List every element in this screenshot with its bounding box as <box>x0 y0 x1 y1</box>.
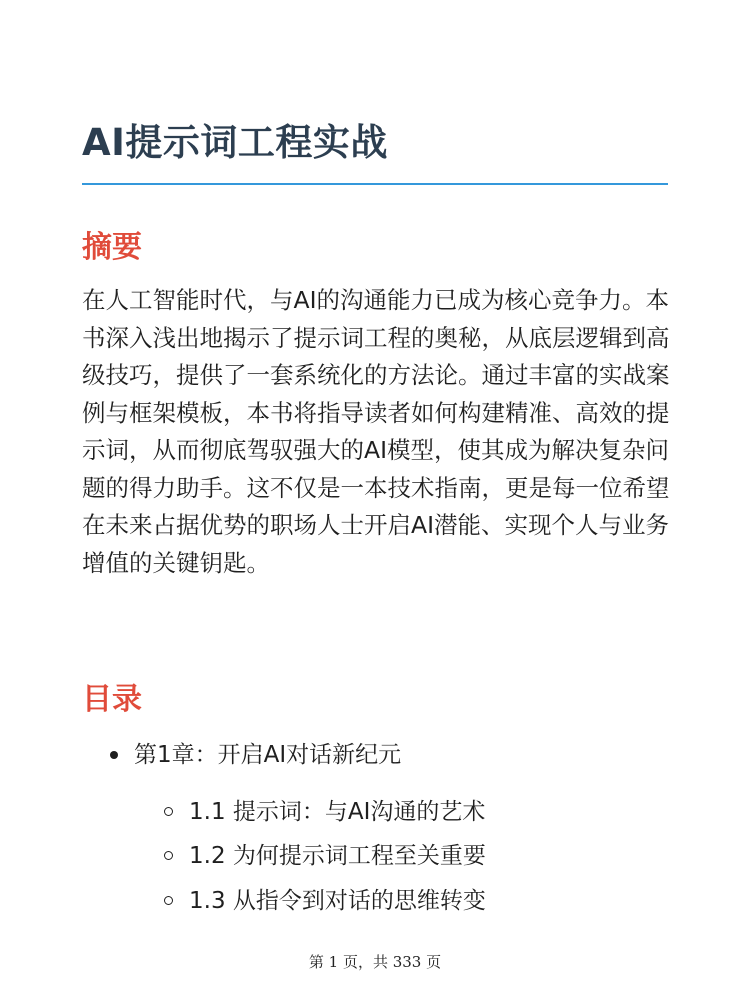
abstract-heading: 摘要 <box>82 230 142 265</box>
title-divider <box>82 183 668 185</box>
document-title: AI提示词工程实战 <box>82 121 388 164</box>
bullet-circle-icon <box>164 851 173 860</box>
bullet-disc-icon <box>110 751 118 759</box>
toc-subsection-label: 1.3 从指令到对话的思维转变 <box>189 888 486 914</box>
toc-subsection-1-1 <box>164 797 584 827</box>
toc-chapter-1: 第1章：开启AI对话新纪元 <box>134 742 402 768</box>
toc-subsection-1-2 <box>164 841 584 871</box>
toc-subsection-label: 1.2 为何提示词工程至关重要 <box>189 843 486 869</box>
toc-heading: 目录 <box>82 682 142 717</box>
bullet-circle-icon <box>164 896 173 905</box>
toc-subsection-label: 1.1 提示词：与AI沟通的艺术 <box>189 799 486 825</box>
page-footer: 第 1 页，共 333 页 <box>308 953 442 971</box>
toc-subsection-1-3 <box>164 886 584 916</box>
bullet-circle-icon <box>164 807 173 816</box>
abstract-paragraph: 在人工智能时代，与AI的沟通能力已成为核心竞争力。本书深入浅出地揭示了提示词工程的奥秘，从底层逻辑到高级技巧，提供了一套系统化的方法论。通过丰富的实战案例与框架模板，本书将指导读者如何构建精准、高效的提示词，从而彻底驾驭强大的AI模型，使其成为解决复杂问题的得力助手。这不仅是一本技术指南，更是每一位希望在未来占据优势的职场人士开启AI潜能、实现个人与业务增值的关键钥匙。 <box>82 286 670 577</box>
